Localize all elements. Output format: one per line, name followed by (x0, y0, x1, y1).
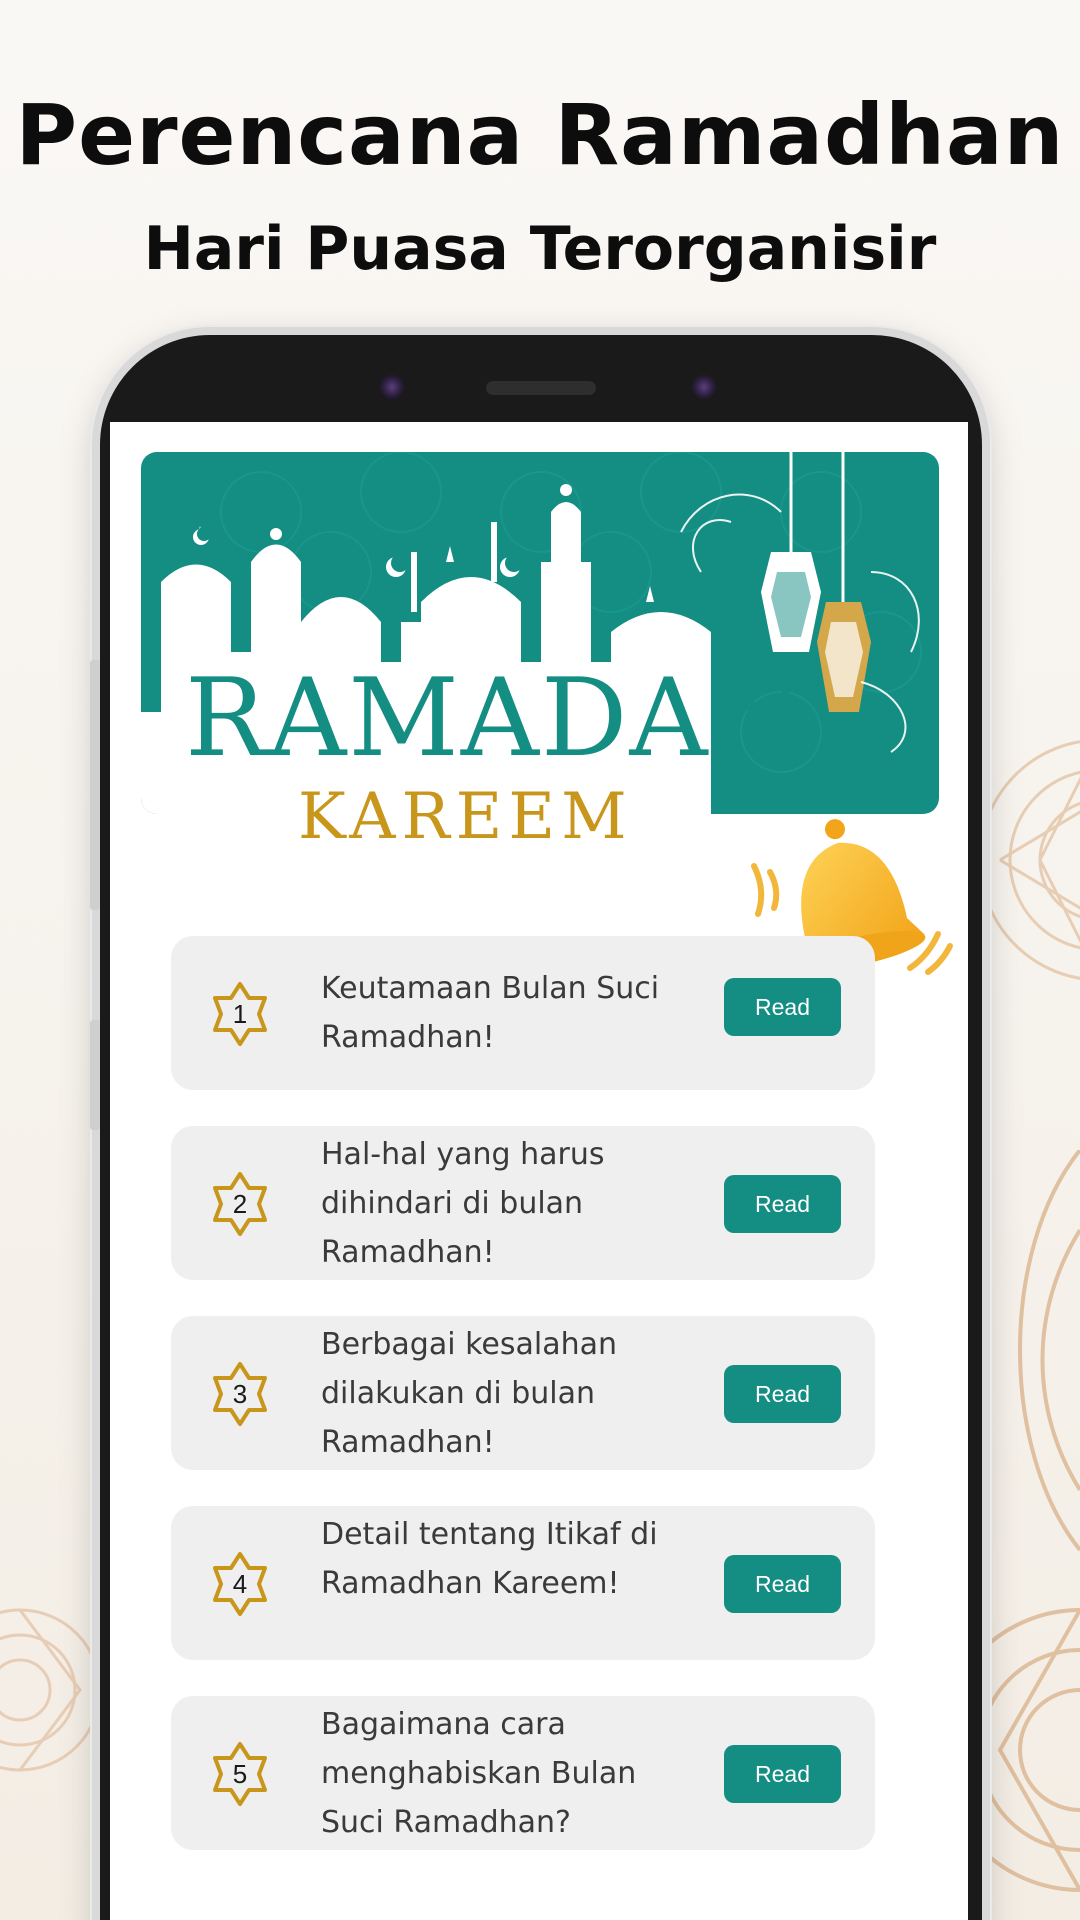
list-item[interactable] (171, 936, 875, 1090)
ramadan-title: RAMADAN (185, 656, 806, 781)
number-badge (207, 1171, 273, 1237)
list-item[interactable] (171, 1506, 875, 1660)
article-title: Keutamaan Bulan Suci Ramadhan! (321, 971, 660, 1055)
list-item[interactable] (171, 1696, 875, 1850)
phone-side-button (90, 1020, 100, 1130)
read-button[interactable]: Read (724, 1745, 841, 1803)
article-title: Hal-hal yang harus dihindari di bulan Ramadhan! (321, 1137, 605, 1270)
number-label: 2 (232, 1189, 248, 1219)
list-item[interactable] (171, 1126, 875, 1280)
phone-side-button (90, 660, 100, 910)
list-item[interactable] (171, 1316, 875, 1470)
headline-title: Perencana Ramadhan (15, 86, 1065, 184)
article-title: Berbagai kesalahan dilakukan di bulan Ramadhan! (321, 1327, 618, 1460)
read-button[interactable]: Read (724, 978, 841, 1036)
phone-speaker (486, 381, 596, 395)
headline-subtitle: Hari Puasa Terorganisir (143, 214, 937, 284)
article-title: Bagaimana cara menghabiskan Bulan Suci Ramadhan? (321, 1707, 637, 1840)
phone-camera (380, 375, 404, 399)
number-badge (207, 1551, 273, 1617)
number-badge (207, 981, 273, 1047)
kareem-subtitle: KAREEM (298, 780, 633, 854)
number-label: 4 (232, 1569, 248, 1599)
background-mandala-decoration (0, 1580, 100, 1800)
number-badge (207, 1361, 273, 1427)
article-title: Detail tentang Itikaf di Ramadhan Kareem! (321, 1517, 658, 1601)
number-label: 3 (232, 1379, 248, 1409)
phone-sensor (692, 375, 716, 399)
number-label: 1 (232, 999, 248, 1029)
read-button[interactable]: Read (724, 1365, 841, 1423)
read-button[interactable]: Read (724, 1555, 841, 1613)
number-label: 5 (232, 1759, 248, 1789)
number-badge (207, 1741, 273, 1807)
read-button[interactable]: Read (724, 1175, 841, 1233)
